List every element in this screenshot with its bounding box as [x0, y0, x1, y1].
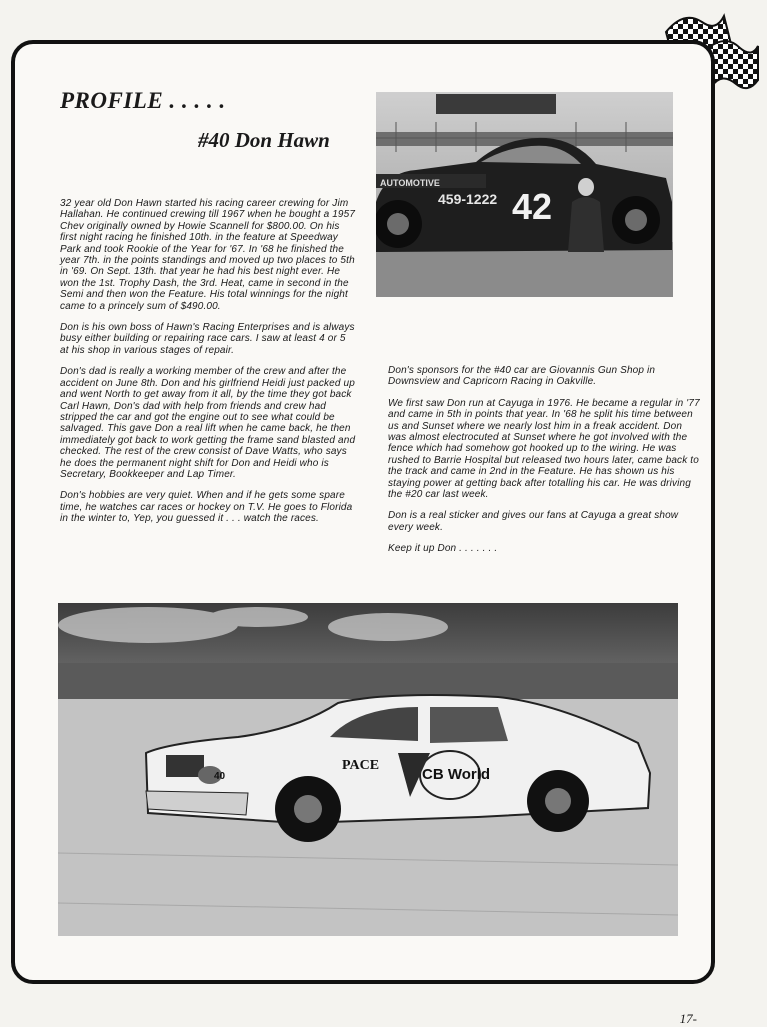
paragraph: Don is a real sticker and gives our fans at Cayuga a great show every week.	[388, 510, 679, 533]
car-number-42: 42	[512, 186, 553, 227]
paragraph: Don's hobbies are very quiet. When and if he gets some spare time, he watches car races or hockey on T.V. He goes to Florida in the winter to, Yep, you guessed it . . . watch the races.	[60, 490, 353, 525]
paragraph: Don is his own boss of Hawn's Racing Enterprises and is always busy either building or repairing race cars. I saw at least 4 or 5 at his shop in various stages of repair.	[60, 322, 355, 356]
paragraph: Keep it up Don . . . . . . .	[388, 543, 498, 555]
paragraph: Don's dad is really a working member of the crew and after the accident on June 8th. Don and his girlfriend Heidi just packed up and went North to get away from it all, by the time they got back Carl Hawn, Don's dad with help from friends and crew had stripped the car and got the engine out to see what could be salvaged. This gave Don a real lift when he came back, he then immediately got back to work getting the frame sand blasted and checked. The rest of the crew consist of Dave Watts, who says he does the permanent night shift for Don and Heidi who is Secretary, Bookkeeper and Lap Timer.	[60, 366, 356, 480]
hood-number: 40	[214, 771, 226, 782]
page-number: 17-	[679, 1011, 697, 1026]
paragraph: Don's sponsors for the #40 car are Giovannis Gun Shop in Downsview and Capricorn Racing in Oakville.	[388, 365, 656, 388]
page-title: #40 Don Hawn	[198, 128, 330, 152]
section-heading: PROFILE . . . . .	[60, 88, 226, 113]
race-car-photo	[58, 603, 678, 936]
pace-decal: PACE	[342, 758, 380, 773]
shop-sign: AUTOMOTIVE	[380, 178, 440, 188]
right-column	[388, 365, 700, 565]
driver-photo	[376, 92, 673, 297]
paragraph: We first saw Don run at Cayuga in 1976. He became a regular in '77 and came in 5th in points that year. In '68 he split his time between us and Sunset where we nearly lost him in a freak accident. Don was almost electrocuted at Sunset where he got involved with the fence which had somehow got hooked up to the wiring. He was rushed to Barrie Hospital but released two hours later, came back to the track and came in 2nd in the Feature. He has shown us his staying power at getting back after totalling his car. He was driving the #20 car last week.	[388, 397, 700, 501]
paragraph: 32 year old Don Hawn started his racing career crewing for Jim Hallahan. He continued crewing till 1967 when he bought a 1957 Chev originally owned by Howie Scannell for $800.00. On his first night racing he finished 10th. in the feature at Speedway Park and took Rookie of the Year for '67. In '68 he finished the year 7th. in the points standings and moved up two places to 5th in '69. On Sept. 13th. that year he had his best night ever. He won the 1st. Trophy Dash, the 3rd. Heat, came in second in the Semi and then won the Feature. His total winnings for the night came to a princely sum of $490.00.	[60, 198, 356, 312]
cb-world-decal: CB World	[422, 766, 491, 783]
phone-number: 459-1222	[438, 191, 498, 207]
left-column	[60, 198, 356, 535]
